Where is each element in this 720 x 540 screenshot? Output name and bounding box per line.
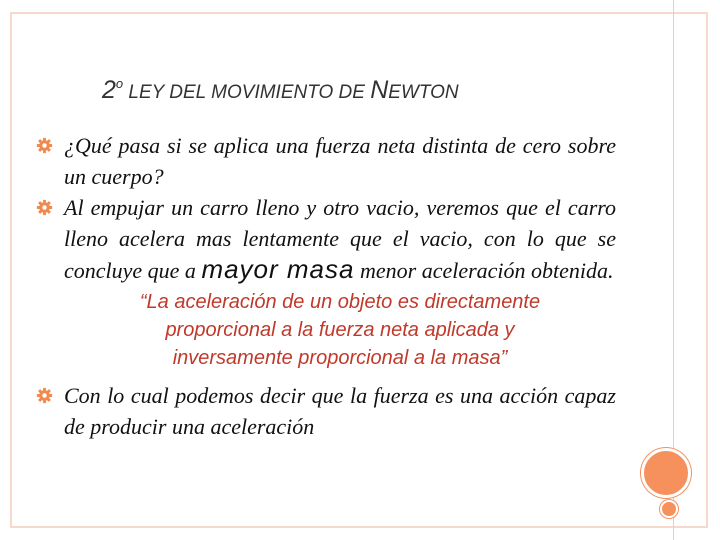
- bullet-text: Con lo cual podemos decir que la fuerza es una acción capaz de producir una aceleración: [64, 383, 616, 439]
- slide-content: [36, 130, 616, 442]
- title-initial: N: [370, 76, 389, 104]
- title-number: 2: [102, 76, 116, 104]
- gear-icon: [36, 137, 53, 154]
- bullet-emphasis: mayor masa: [201, 254, 355, 284]
- law-quote: [36, 288, 616, 372]
- bullet-text: Al empujar un carro lleno y otro vacio, veremos que el carro lleno acelera mas lentamente que el vacio, con lo que se concluye que a: [64, 195, 616, 283]
- quote-line: inversamente proporcional a la masa”: [172, 347, 508, 369]
- gear-icon: [36, 387, 53, 404]
- decorative-circle-small: [660, 500, 678, 518]
- title-superscript: o: [115, 76, 124, 91]
- gear-icon: [36, 199, 53, 216]
- bullet-item: [36, 380, 616, 442]
- bullet-text-end: menor aceleración obtenida.: [354, 258, 614, 283]
- bullet-text: ¿Qué pasa si se aplica una fuerza neta distinta de cero sobre un cuerpo?: [64, 133, 616, 189]
- title-rest: EWTON: [388, 82, 459, 103]
- bullet-item: [36, 130, 616, 192]
- title-text: LEY DEL MOVIMIENTO DE: [123, 82, 371, 103]
- quote-line: proporcional a la fuerza neta aplicada y: [165, 319, 515, 341]
- slide-title: [102, 76, 459, 105]
- decorative-circle-large: [641, 448, 691, 498]
- bullet-item: [36, 192, 616, 286]
- quote-line: “La aceleración de un objeto es directamente: [139, 291, 541, 313]
